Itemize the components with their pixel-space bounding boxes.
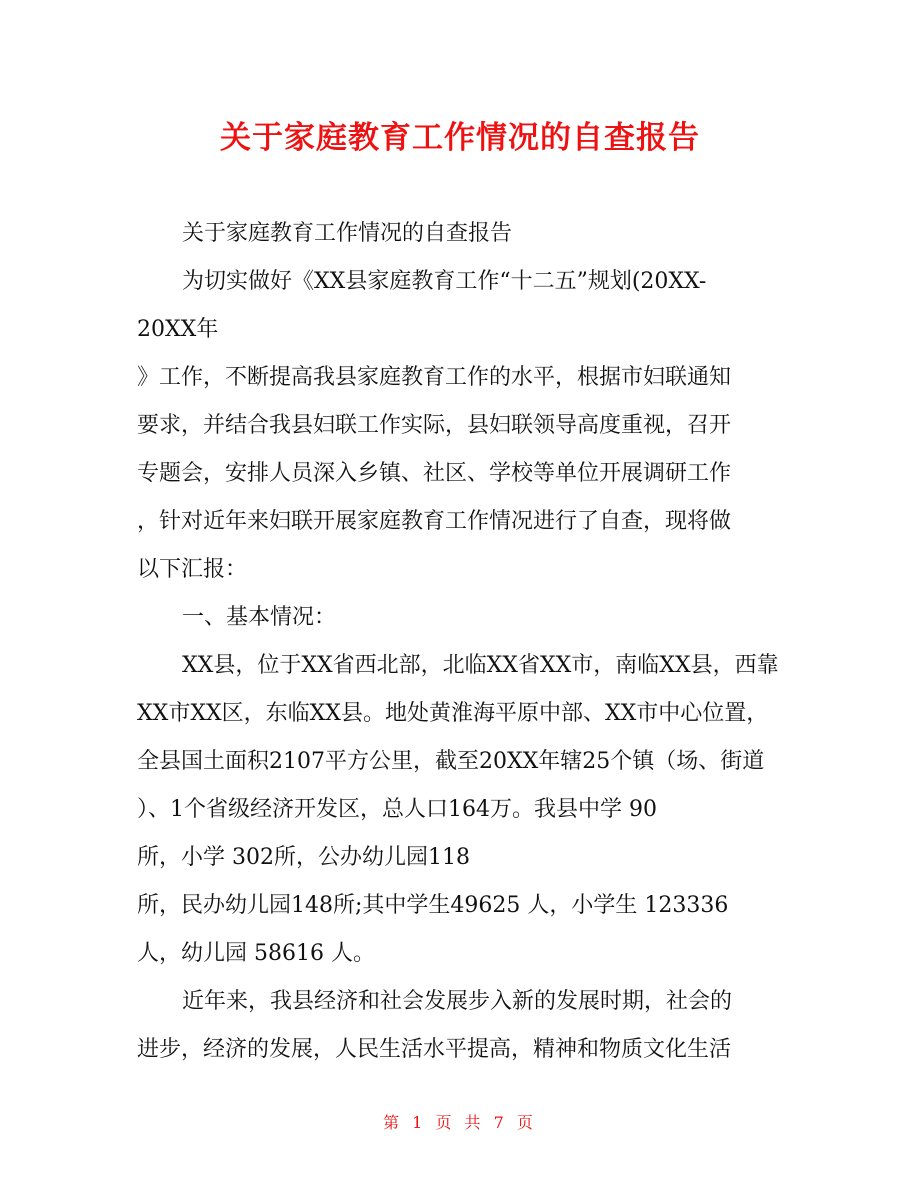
text-line: 要求，并结合我县妇联工作实际，县妇联领导高度重视，召开 (137, 413, 732, 438)
page-footer: 第 1 页 共 7 页 (383, 1113, 537, 1132)
document-title: 关于家庭教育工作情况的自查报告 (220, 120, 700, 156)
text-line: 为切实做好《XX县家庭教育工作“十二五”规划(20XX- (182, 269, 707, 294)
text-line: 近年来，我县经济和社会发展步入新的发展时期，社会的 (182, 989, 733, 1014)
text-line: XX县，位于XX省西北部，北临XX省XX市，南临XX县，西靠 (182, 653, 779, 678)
text-line: 人，幼儿园 58616 人。 (137, 941, 375, 966)
text-line: 专题会，安排人员深入乡镇、社区、学校等单位开展调研工作 (137, 461, 732, 486)
text-line: 进步，经济的发展，人民生活水平提高，精神和物质文化生活 (137, 1037, 732, 1062)
text-line: 全县国土面积2107平方公里，截至20XX年辖25个镇（场、街道 (137, 749, 765, 774)
text-line: ，针对近年来妇联开展家庭教育工作情况进行了自查，现将做 (137, 509, 732, 534)
text-line: 关于家庭教育工作情况的自查报告 (182, 221, 513, 246)
text-line: ）、1个省级经济开发区，总人口164万。我县中学 90 (137, 797, 657, 822)
text-line: 20XX年 (137, 317, 219, 342)
section-heading: 一、基本情况： (182, 605, 337, 630)
text-line: 所，小学 302所，公办幼儿园118 (137, 845, 470, 870)
text-line: XX市XX区，东临XX县。地处黄淮海平原中部、XX市中心位置， (137, 701, 769, 726)
text-line: 以下汇报： (137, 557, 248, 582)
text-line: 所，民办幼儿园148所;其中学生49625 人，小学生 123336 (137, 893, 729, 918)
text-line: 》工作，不断提高我县家庭教育工作的水平，根据市妇联通知 (137, 365, 732, 390)
